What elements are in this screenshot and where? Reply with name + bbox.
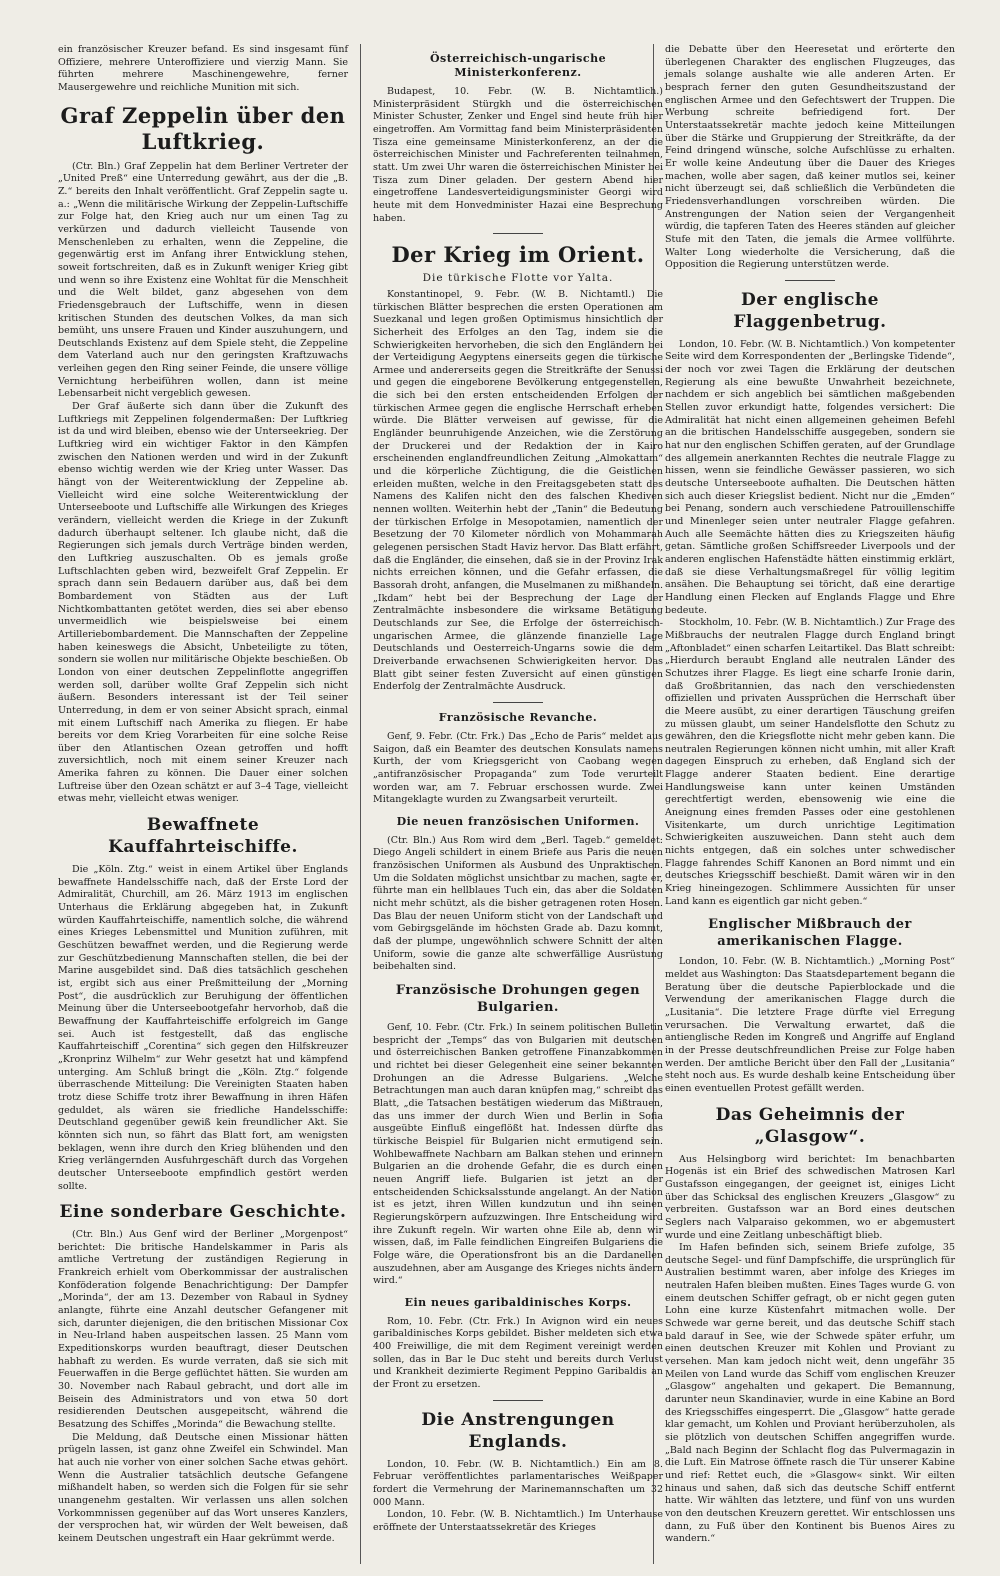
- article-paragraph: Rom, 10. Febr. (Ctr. Frk.) In Avignon wird ein neues garibaldinisches Korps gebildet. Bisher meldeten sich etwa 400 Freiwillige, die mit dem Regiment vereinigt werden sollen, das in Bar le Duc steht und bereits durch Verlust und Krankheit dezimierte Regiment Peppino Garibaldis an der Front zu ersetzen.: [373, 1315, 663, 1391]
- article-paragraph: (Ctr. Bln.) Aus Rom wird dem „Berl. Tageb.“ gemeldet: Diego Angeli schildert in einem Briefe aus Paris die neuen französischen Uniformen als Ausbund des Unpraktischen. Um die Soldaten möglichst unsichtbar zu machen, sagte er, führte man ein hellblaues Tuch ein, das aber die Soldaten nicht mehr schützt, als die bisher getragenen roten Hosen. Das Blau der neuen Uniform sticht von der Landschaft und vom Gebirgsgelände im höchsten Grade ab. Dazu kommt, daß der plumpe, ungewöhnlich schwere Schnitt der alten Uniform, sowie die ganze alte schwerfällige Ausrüstung beibehalten sind.: [373, 834, 663, 973]
- headline-garibaldinisches-korps: Ein neues garibaldinisches Korps.: [404, 1295, 632, 1309]
- article-paragraph: Aus Helsingborg wird berichtet: Im benachbarten Hogenäs ist ein Brief des schwedischen Matrosen Karl Gustafsson eingegangen, der geeignet ist, einiges Licht über das Schicksal des englischen Kreuzers „Glasgow“ zu verbreiten. Gustafsson war an Bord eines deutschen Seglers nach Valparaiso gekommen, wo er abgemustert wurde und eine Zeitlang unbeschäftigt blieb.: [665, 1153, 955, 1241]
- article-paragraph: London, 10. Febr. (W. B. Nichtamtlich.) „Morning Post“ meldet aus Washington: Das Staatsdepartement begann die Beratung über die deutsche Papierblockade und die Verwendung der amerikanischen Flagge durch die „Lusitania“. Die letztere Frage dürfte viel Erregung verursachen. Die Verwaltung erwartet, daß die antienglische Reden im Kongreß und Angriffe auf England in der Presse deutschfreundlichen Preise zur Folge haben werden. Der amtliche Bericht über den Fall der „Lusitania“ steht noch aus. Es wurde deshalb keine Entscheidung über einen eventuellen Protest gefällt werden.: [665, 956, 955, 1094]
- article-continuation: die Debatte über den Heeresetat und erörterte den überlegenen Charakter des englischen Flugzeuges, das jemals solange aushalte wie alle anderen Arten. Er besprach ferner den guten Gesundheitszustand der englischen Armee und den Gefechtswert der Truppen. Die Werbung schreite befriedigend fort. Der Unterstaatssekretär machte jedoch keine Mitteilungen über die Stärke und Gruppierung der Streitkräfte, da der Feind dringend wünsche, solche Aufschlüsse zu erhalten. Er wolle keine Andeutung über die Dauer des Krieges machen, wolle aber sagen, daß keiner mutlos sei, keiner nicht überzeugt sei, daß schließlich die Verbündeten die Friedensverhandlungen vorschreiben würden. Die Anstrengungen der Nation seien der Vergangenheit würdig, die tapferen Taten des Heeres ständen auf gleicher Stufe mit den Taten, die jemals die Armee vollführte. Walter Long wiederholte die Versicherung, daß die Opposition die Regierung unterstützen werde.: [665, 44, 955, 271]
- article-paragraph: (Ctr. Bln.) Graf Zeppelin hat dem Berliner Vertreter der „United Preß“ eine Unterredung gewährt, aus der die „B. Z.“ bereits den Inhalt veröffentlicht. Graf Zeppelin sagte u. a.: „Wenn die militärische Wirkung der Zeppelin-Luftschiffe zur Folge hat, den Krieg auch nur um einen Tag zu verkürzen und dadurch vielleicht Tausende von Menschenleben zu erhalten, wenn die Zeppeline, die gegenwärtig erst im Anfang ihrer Entwicklung stehen, soweit fortschreiten, daß es in Zukunft weniger Krieg gibt und wenn so ihre Existenz eine Wohltat für die Menschheit und die Welt bildet, ganz abgesehen von dem Friedensgebrauch der Luftschiffe, wenn in diesen kritischen Stunden des deutschen Volkes, da man sich bemüht, uns unsere Frauen und Kinder auszuhungern, und Deutschlands Existenz auf dem Spiele steht, die Zeppeline dem Vaterland auch nur den geringsten Kraftzuwachs verleihen gegen den Ring seiner Feinde, die unsere völlige Vernichtung herbeiführen wollen, dann ist meine Lebensarbeit nicht vergeblich gewesen.: [58, 160, 348, 400]
- headline-geheimnis-glasgow: Das Geheimnis der „Glasgow“.: [715, 1104, 905, 1147]
- separator: [785, 280, 835, 281]
- article-paragraph: London, 10. Febr. (W. B. Nichtamtlich.) Von kompetenter Seite wird dem Korrespondenten der „Berlingske Tidende“, der noch vor zwei Tagen die Erklärung der deutschen Regierung als eine bewußte Unwahrheit bezeichnete, nachdem er sich angeblich bei sämtlichen maßgebenden Stellen zuvor erkundigt hatte, folgendes versichert: Die Admiralität hat nicht einen allgemeinen geheimen Befehl an die britischen Handelsschiffe ausgegeben, sondern sie hat nur den englischen Schiffen geraten, auf der Grundlage des allgemein anerkannten Rechtes die neutrale Flagge zu hissen, wenn sie feindliche Gewässer passieren, wo sich deutsche Unterseeboote aufhalten. Die Deutschen hätten sich auch dieser Kriegslist bedient. Nicht nur die „Emden“ bei Penang, sondern auch verschiedene Patrouillenschiffe und Minenleger seien unter neutraler Flagge gefahren. Auch alle Seemächte hätten dies zu Kriegszeiten häufig getan. Sämtliche großen Schiffsreeder Liverpools und der anderen englischen Hafenstädte hätten einstimmig erklärt, daß sie diese Verhaltungsmaßregel für völlig legitim ansähen. Die Behauptung sei töricht, daß eine derartige Handlung einen Flecken auf Englands Flagge und Ehre bedeute.: [665, 338, 955, 616]
- separator: [493, 1400, 543, 1401]
- separator: [493, 233, 543, 234]
- article-paragraph: Im Hafen befinden sich, seinem Briefe zufolge, 35 deutsche Segel- und fünf Dampfschiffe, die ursprünglich für Australien bestimmt waren, aber infolge des Krieges im neutralen Hafen bleiben mußten. Eines Tages wurde G. von einem deutschen Schiffer gefragt, ob er nicht gegen guten Lohn eine kurze Küstenfahrt mitmachen wolle. Der Schwede war gerne bereit, und das deutsche Schiff stach bald darauf in See, wie der Schwede später erfuhr, um einen deutschen Kreuzer mit Kohlen und Proviant zu versehen. Man kam jedoch nicht weit, denn ungefähr 35 Meilen von Land wurde das Schiff vom englischen Kreuzer „Glasgow“ angehalten und gekapert. Die Bemannung, darunter neun Skandinavier, wurde in eine Kabine an Bord des Kriegsschiffes eingesperrt. Die „Glasgow“ hatte gerade klar gemacht, um Kohlen und Proviant herüberzuholen, als sie plötzlich von deutschen Schiffen angegriffen wurde. „Bald nach Beginn der Schlacht flog das Pulvermagazin in die Luft. Ein Matrose öffnete rasch die Tür unserer Kabine und rief: Rettet euch, die »Glasgow« sinkt. Wir eilten hinaus und sahen, daß sich das deutsche Schiff entfernt hatte. Wir wählten das letztere, und fünf von uns wurden von den deutschen Kreuzern gerettet. Wir entschlossen uns dann, zu Fuß über den Kontinent bis Buenos Aires zu wandern.“: [665, 1242, 955, 1545]
- article-paragraph: (Ctr. Bln.) Aus Genf wird der Berliner „Morgenpost“ berichtet: Die britische Handelskammer in Paris als amtliche Vertretung der zuständigen Regierung in Frankreich erhielt vom Oberkommissar der australischen Konföderation folgende Benachrichtigung: Der Dampfer „Morinda“, der am 13. Dezember von Rabaul in Sydney anlangte, führte eine Anzahl deutscher Gefangener mit sich, darunter diejenigen, die den britischen Missionar Cox in Neu-Irland haben auspeitschen lassen. 25 Mann vom Expeditionskorps wurden beauftragt, dieser Deutschen habhaft zu werden. Es wurde verraten, daß sie sich mit Feuerwaffen in die Berge geflüchtet hätten. Sie wurden am 30. November nach Rabaul gebracht, und dort alle im Beisein des Administrators und von etwa 50 dort residierenden Deutschen ausgepeitscht, während die Besatzung des Schiffes „Morinda“ die Bewachung stellte.: [58, 1229, 348, 1430]
- headline-amerikanische-flagge: Englischer Mißbrauch der amerikanischen Flagge.: [708, 917, 912, 950]
- column-1: [58, 44, 348, 1546]
- column-2: [373, 44, 663, 1535]
- subheadline-tuerkische-flotte: Die türkische Flotte vor Yalta.: [422, 272, 614, 285]
- headline-sonderbare-geschichte: Eine sonderbare Geschichte.: [59, 1202, 347, 1223]
- column-3: [665, 44, 955, 1546]
- headline-flaggenbetrug: Der englische Flaggenbetrug.: [733, 289, 887, 332]
- separator: [493, 702, 543, 703]
- article-paragraph: Genf, 9. Febr. (Ctr. Frk.) Das „Echo de Paris“ meldet aus Saigon, daß ein Beamter des deutschen Konsulats namens Kurth, der vom Kriegsgericht von Caobang wegen „antifranzösischer Propaganda“ zum Tode verurteilt worden war, am 7. Februar erschossen wurde. Zwei Mitangeklagte wurden zu Zwangsarbeit verurteilt.: [373, 730, 663, 806]
- headline-ministerkonferenz: Österreichisch-ungarische Ministerkonferenz.: [429, 52, 607, 79]
- headline-uniformen: Die neuen französischen Uniformen.: [396, 814, 640, 828]
- article-continuation: ein französischer Kreuzer befand. Es sind insgesamt fünf Offiziere, mehrere Unteroffiziere und vierzig Mann. Sie führten mehrere Maschinengewehre, ferner Mausergewehre und reichliche Munition mit sich.: [58, 44, 348, 93]
- headline-anstrengungen-englands: Die Anstrengungen Englands.: [421, 1409, 615, 1452]
- article-paragraph: Der Graf äußerte sich dann über die Zukunft des Luftkriegs mit Zeppelinen folgendermaßen: Der Luftkrieg ist da und wird bleiben, ebenso wie der Unterseekrieg. Der Luftkrieg wird ein wichtiger Faktor in den Kämpfen zwischen den Nationen werden und wird in der Zukunft ebenso wichtig werden wie der Krieg unter Wasser. Das hängt von der Weiterentwicklung der Zeppeline ab. Vielleicht wird eine solche Weiterentwicklung der Unterseeboote und Luftschiffe alle Wirkungen des Krieges verändern, vielleicht werden die Kriege in der Zukunft dadurch überhaupt seltener. Ich glaube nicht, daß die Regierungen sich jemals durch Verträge binden werden, den Luftkrieg auszuschalten. Ob es jemals große Luftschlachten geben wird, bezweifelt Graf Zeppelin. Er sprach dann sein Bedauern darüber aus, daß bei dem Bombardement von Städten aus der Luft Nichtkombattanten getötet werden, dies sei aber ebenso unvermeidlich wie beispielsweise bei einem Artilleriebombardement. Die Mannschaften der Zeppeline haben keineswegs die Absicht, Unbeteiligte zu töten, sondern sie wollen nur militärische Objekte beschießen. Ob London von einer deutschen Zeppelinflotte angegriffen werden soll, darüber wollte Graf Zeppelin sich nicht äußern. Besonders interessant ist der Teil seiner Unterredung, in dem er von seiner Absicht sprach, einmal mit einem Luftschiff nach Amerika zu fliegen. Er habe bereits vor dem Krieg Vorarbeiten für eine solche Reise über den Atlantischen Ozean getroffen und hofft zuversichtlich, noch mit einem seiner Kreuzer nach Amerika fahren zu können. Die Dauer einer solchen Luftreise über den Ozean schätzt er auf 3–4 Tage, vielleicht etwas mehr, vielleicht etwas weniger.: [58, 401, 348, 805]
- article-paragraph: London, 10. Febr. (W. B. Nichtamtlich.) Ein am 8. Februar veröffentlichtes parlamentarisches Weißpaper fordert die Vermehrung der Marinemannschaften um 32 000 Mann.: [373, 1458, 663, 1508]
- headline-drohungen-bulgarien: Französische Drohungen gegen Bulgarien.: [395, 983, 641, 1016]
- article-paragraph: Stockholm, 10. Febr. (W. B. Nichtamtlich.) Zur Frage des Mißbrauchs der neutralen Flagge durch England bringt „Aftonbladet“ einen scharfen Leitartikel. Das Blatt schreibt: „Hierdurch beraubt England alle neutralen Länder des Schutzes ihrer Flagge. Es liegt eine scharfe Ironie darin, daß Großbritannien, das nach den verschiedensten offiziellen und privaten Aussprüchen die Herrschaft über die Meere ausübt, zu einer derartigen Täuschung greifen zu müssen glaubt, um seiner Handelsflotte den Schutz zu gewähren, den die Kriegsflotte nicht mehr geben kann. Die neutralen Regierungen können nicht umhin, mit aller Kraft dagegen Einspruch zu erheben, daß England sich der Flagge anderer Staaten bedient. Eine derartige Handlungsweise kann unter keinen Umständen gerechtfertigt werden, ebensowenig wie eine die Aneignung eines fremden Passes oder eine gestohlenen Visitenkarte, um durch unrichtige Legitimation Schwierigkeiten auszuweichen. Dann steht auch dem nichts entgegen, daß ein solches unter schwedischer Flagge fahrendes Schiff Kanonen an Bord nimmt und ein deutsches Kriegsschiff beschießt. Damit wären wir in den Krieg hineingezogen. Schlimmere Aussichten für unser Land kann es eigentlich gar nicht geben.“: [665, 617, 955, 907]
- headline-franzoesische-revanche: Französische Revanche.: [438, 710, 598, 724]
- article-paragraph: Die Meldung, daß Deutsche einen Missionar hätten prügeln lassen, ist ganz ohne Zweifel ein Schwindel. Man hat auch nie vorher von einer solchen Sache etwas gehört. Wenn die Australier tatsächlich deutsche Gefangene mißhandelt haben, so werden sich die Folgen für sie sehr unangenehm gestalten. Wir verlassen uns allen solchen Vorkommnissen gegenüber auf das Wort unseres Kanzlers, der versprochen hat, wir würden der Welt beweisen, daß keinem Deutschen ungestraft ein Haar gekrümmt werde.: [58, 1431, 348, 1544]
- article-paragraph: Genf, 10. Febr. (Ctr. Frk.) In seinem politischen Bulletin bespricht der „Temps“ das von Bulgarien mit deutschen und österreichischen Banken getroffene Finanzabkommen und richtet bei dieser Gelegenheit eine seiner bekannten Drohungen an die Adresse Bulgariens. „Welche Betrachtungen man auch daran knüpfen mag,“ schreibt das Blatt, „die Tatsachen bestätigen wiederum das Mißtrauen, das uns immer der durch Wien und Berlin in Sofia ausgeübte Einfluß eingeflößt hat. Indessen dürfte das türkische Beispiel für Bulgarien nicht ermutigend sein. Wohlbewaffnete Nachbarn am Balkan stehen und erinnern Bulgarien an die drohende Gefahr, die es durch einen neuen Angriff liefe. Bulgarien ist jetzt an der entscheidenden Schicksalsstunde angelangt. An der Nation ist es jetzt, ihren Willen kundzutun und ihn seinen Regierungskörpern aufzuzwingen. Ihre Entscheidung wird ihre Zukunft regeln. Wir warten ohne Eile ab, denn wir wissen, daß, im Falle feindlichen Eingreifen Bulgariens die Folge wäre, die Operationsfront bis an die Dardanellen auszudehnen, aber am Ausgange des Krieges nichts ändern wird.“: [373, 1022, 663, 1287]
- article-paragraph: Die „Köln. Ztg.“ weist in einem Artikel über Englands bewaffnete Handelsschiffe nach, daß der Erste Lord der Admiralität, Churchill, am 26. März 1913 im englischen Unterhaus die Erklärung abgegeben hat, in Zukunft würden Kauffahrteischiffe, namentlich solche, die während eines Krieges Lebensmittel und Munition zuführen, mit Geschützen bewaffnet werden, und die Regierung werde zur Geschützbedienung Mannschaften stellen, die bei der Marine ausgebildet sind. Daß dies tatsächlich geschehen ist, ergibt sich aus einer Preßmitteilung der „Morning Post“, die ausdrücklich zur Beruhigung der öffentlichen Meinung über die Unterseebootgefahr hervorhob, daß die Bewaffnung der Kauffahrteischiffe erfolgreich im Gange sei. Auch ist festgestellt, daß das englische Kauffahrteischiff „Corentina“ sich gegen den Hilfskreuzer „Kronprinz Wilhelm“ zur Wehr gesetzt hat und kämpfend unterging. Am Schluß bringt die „Köln. Ztg.“ folgende überraschende Mitteilung: Die Vereinigten Staaten haben trotz diese Schiffe trotz ihrer Bewaffnung in ihren Häfen geduldet, als wären sie friedliche Handelsschiffe: Deutschland gegenüber gewiß kein freundlicher Akt. Sie könnten sich nun, so fährt das Blatt fort, am wenigsten beklagen, wenn ihre durch den Krieg blühenden und den Krieg verlängernden Ausfuhrgeschäft durch das Vorgehen deutscher Unterseeboote empfindlich gestört werden sollte.: [58, 864, 348, 1192]
- article-paragraph: Budapest, 10. Febr. (W. B. Nichtamtlich.) Ministerpräsident Stürgkh und die österreichischen Minister Schuster, Zenker und Engel sind heute früh hier eingetroffen. Am Vormittag fand beim Ministerpräsidenten Tisza eine gemeinsame Ministerkonferenz, an der die österreichischen Minister und Fachreferenten teilnahmen, statt. Um zwei Uhr waren die österreichischen Minister bei Tisza zum Diner geladen. Der gestern Abend hier eingetroffene Landesverteidigungsminister Georgi wird heute mit dem Honvedminister Hazai eine Besprechung haben.: [373, 86, 663, 224]
- headline-krieg-im-orient: Der Krieg im Orient.: [391, 242, 645, 268]
- headline-kauffahrteischiffe: Bewaffnete Kauffahrteischiffe.: [108, 815, 298, 858]
- headline-zeppelin: Graf Zeppelin über den Luftkrieg.: [60, 102, 346, 154]
- column-rule: [360, 44, 361, 1564]
- article-paragraph: London, 10. Febr. (W. B. Nichtamtlich.) Im Unterhause eröffnete der Unterstaatssekretär des Krieges: [373, 1509, 663, 1534]
- article-paragraph: Konstantinopel, 9. Febr. (W. B. Nichtamtl.) Die türkischen Blätter besprechen die ersten Operationen am Suezkanal und legen großen Optimismus hinsichtlich der Sicherheit des Erfolges an den Tag, indem sie die Schwierigkeiten hervorheben, die sich den Engländern bei der Verteidigung Aegyptens einerseits gegen die türkische Armee und andererseits gegen die Streitkräfte der Senussi und gegen die eingeborene Bevölkerung entgegenstellen, die sich bei den ersten entscheidenden Erfolgen der türkischen Armee gegen die englische Herrschaft erheben würde. Die Blätter verweisen auf gewisse, für die Engländer beunruhigende Anzeichen, wie die Zerstörung der Druckerei und der Redaktion der in Kairo erscheinenden englandfreundlichen Zeitung „Almokattam“ und die körperliche Züchtigung, die die Geistlichen erleiden mußten, welche in den Freitagsgebeten statt des Namens des Kalifen nicht den des falschen Khediven nennen wollten. Weiterhin hebt der „Tanin“ die Bedeutung der türkischen Erfolge in Mesopotamien, namentlich der Besetzung der 70 Kilometer nördlich von Mohammarah gelegenen persischen Stadt Haviz hervor. Das Blatt erfährt, daß die Engländer, die einsehen, daß sie in der Provinz Irak nichts erreichen können, und die Gefahr erfassen, die Bassorah droht, anfangen, die Muselmanen zu mißhandeln. „Ikdam“ hebt bei der Besprechung der Lage der Zentralmächte insbesondere die wirksame Betätigung Deutschlands zur See, die Erfolge der österreichisch-ungarischen Armee, die glänzende finanzielle Lage Deutschlands und Oesterreich-Ungarns sowie die dem Dreiverbande erwachsenen Schwierigkeiten hervor. Das Blatt gibt seiner festen Zuversicht auf einen günstigen Enderfolg der Zentralmächte Ausdruck.: [373, 288, 663, 693]
